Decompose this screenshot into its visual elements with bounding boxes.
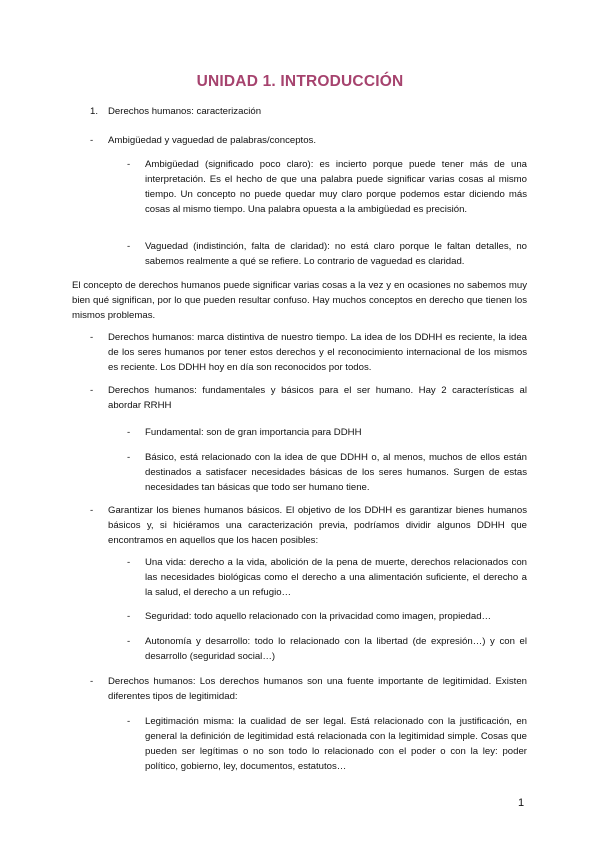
list-item: Ambigüedad (significado poco claro): es incierto porque puede tener más de una interpretación. Es el hecho de que una palabra puede significar varias cosas al mismo tiempo. Un concepto no puede quedar muy claro porque podemos estar diciendo más cosas al mismo tiempo. Una palabra opuesta a la ambigüedad es precisión.	[145, 159, 527, 215]
bullet-dash: -	[127, 427, 131, 438]
list-item: Ambigüedad y vaguedad de palabras/conceptos.	[108, 135, 317, 146]
bullet-dash: -	[90, 135, 94, 146]
list-item: Autonomía y desarrollo: todo lo relacionado con la libertad (de expresión…) y con el desarrollo (seguridad social…)	[145, 636, 527, 662]
bullet-dash: -	[127, 611, 131, 622]
bullet-dash: -	[127, 159, 131, 170]
bullet-dash: -	[90, 385, 94, 396]
bullet-dash: -	[90, 332, 94, 343]
bullet-dash: -	[127, 716, 131, 727]
bullet-dash: -	[127, 452, 131, 463]
list-item: Garantizar los bienes humanos básicos. El objetivo de los DDHH es garantizar bienes humanos básicos y, si hiciéramos una caracterización previa, podríamos dividir algunos DDHH que encontramos en aquellos que los hacen posibles:	[108, 505, 527, 546]
bullet-dash: -	[127, 557, 131, 568]
body-paragraph: El concepto de derechos humanos puede significar varias cosas a la vez y en ocasiones no sabemos muy bien qué significan, por lo que pueden resultar confuso. Hay muchos conceptos en derecho que tienen los mismos problemas.	[72, 280, 527, 321]
section-heading: Derechos humanos: caracterización	[108, 106, 262, 117]
page-title: UNIDAD 1. INTRODUCCIÓN	[196, 73, 404, 90]
section-number: 1.	[90, 106, 99, 117]
bullet-dash: -	[90, 505, 94, 516]
list-item: Una vida: derecho a la vida, abolición de la pena de muerte, derechos relacionados con las necesidades biológicas como el derecho a una alimentación suficiente, el derecho a la salud, el derecho a un refugio…	[145, 557, 527, 598]
list-item: Seguridad: todo aquello relacionado con la privacidad como imagen, propiedad…	[145, 611, 492, 622]
list-item: Fundamental: son de gran importancia para DDHH	[145, 427, 362, 438]
bullet-dash: -	[90, 676, 94, 687]
bullet-dash: -	[127, 636, 131, 647]
list-item: Derechos humanos: fundamentales y básicos para el ser humano. Hay 2 características al abordar RRHH	[108, 385, 527, 411]
list-item: Legitimación misma: la cualidad de ser legal. Está relacionado con la justificación, en general la definición de legitimidad está relacionada con la legitimidad simple. Cosas que pueden ser legítimas o no son todo lo relacionado con el poder o con la ley: poder político, gobierno, ley, documentos, estatutos…	[145, 716, 527, 772]
page-number: 1	[518, 797, 525, 809]
bullet-dash: -	[127, 241, 131, 252]
list-item: Vaguedad (indistinción, falta de claridad): no está claro porque le faltan detalles, no sabemos realmente a qué se refiere. Lo contrario de vaguedad es claridad.	[145, 241, 527, 267]
list-item: Básico, está relacionado con la idea de que DDHH o, al menos, muchos de ellos están destinados a satisfacer necesidades básicas de los seres humanos. Surgen de estas necesidades tan básicas que todo ser humano tiene.	[145, 452, 527, 493]
list-item: Derechos humanos: marca distintiva de nuestro tiempo. La idea de los DDHH es reciente, la idea de los seres humanos por tener estos derechos y el reconocimiento internacional de los mismos es reciente. Los DDHH hoy en día son reconocidos por todos.	[108, 332, 527, 373]
list-item: Derechos humanos: Los derechos humanos son una fuente importante de legitimidad. Existen diferentes tipos de legitimidad:	[108, 676, 527, 702]
